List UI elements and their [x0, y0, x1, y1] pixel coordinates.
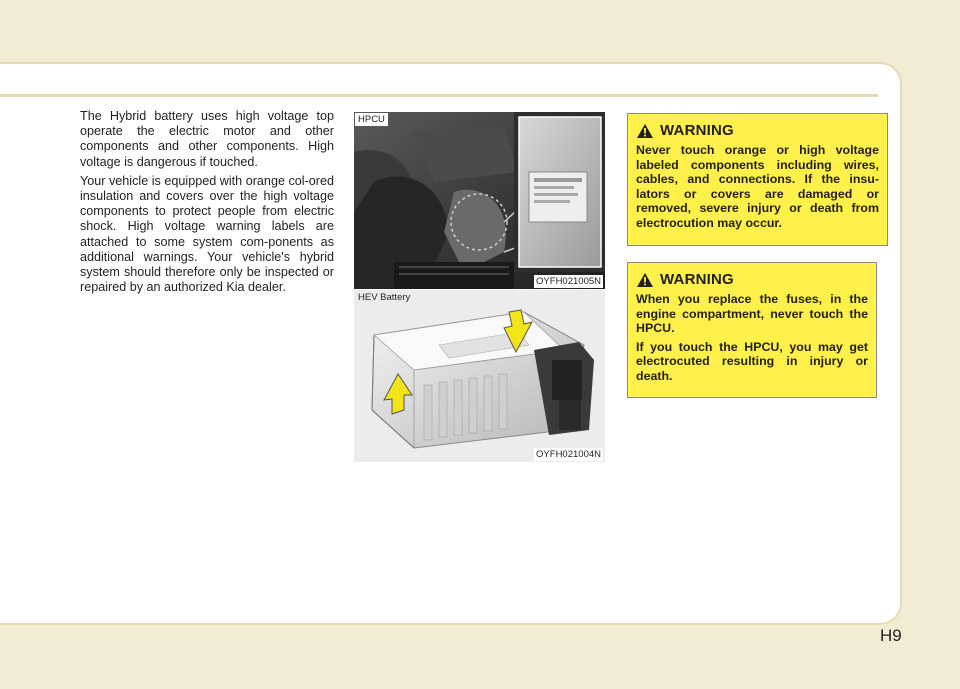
warning-title: WARNING: [660, 271, 734, 288]
hpcu-label: HPCU: [355, 113, 388, 126]
warning-header: [636, 271, 868, 288]
warning-text: Never touch orange or high voltage labeled components including wires, cables, and connections. If the insu-lators or covers are damaged or removed, severe injury or death from electrocution may occur.: [636, 143, 879, 230]
hpcu-figure-code: OYFH021005N: [536, 276, 601, 287]
body-text-column: [80, 109, 334, 299]
warning-box-high-voltage: [627, 113, 888, 246]
engine-bay-illustration: [354, 112, 605, 289]
page-number: H9: [880, 626, 902, 645]
warning-header: [636, 122, 879, 139]
body-paragraph-2: Your vehicle is equipped with orange col-ored insulation and covers over the high voltage components to protect people from electric shock. High voltage warning labels are attached to some system com-ponents as additional warnings. Your vehicle's hybrid system should therefore only be inspected or repaired by an authorized Kia dealer.: [80, 173, 334, 295]
warning-box-hpcu: [627, 262, 877, 398]
warning-triangle-icon: [636, 123, 654, 139]
warning-text-2: If you touch the HPCU, you may get electrocuted resulting in injury or death.: [636, 339, 868, 383]
warning-triangle-icon: [636, 272, 654, 288]
header-rule: [0, 94, 878, 97]
hev-battery-figure-code: OYFH021004N: [536, 449, 601, 460]
hpcu-photo: [354, 112, 605, 289]
hev-battery-photo: [354, 290, 605, 462]
hev-battery-label: HEV Battery: [358, 292, 411, 303]
body-paragraph-1: The Hybrid battery uses high voltage top operate the electric motor and other components and other components. High voltage is dangerous if touched.: [80, 109, 334, 169]
warning-title: WARNING: [660, 122, 734, 139]
battery-illustration: [354, 290, 605, 462]
warning-text-1: When you replace the fuses, in the engine compartment, never touch the HPCU.: [636, 292, 868, 336]
